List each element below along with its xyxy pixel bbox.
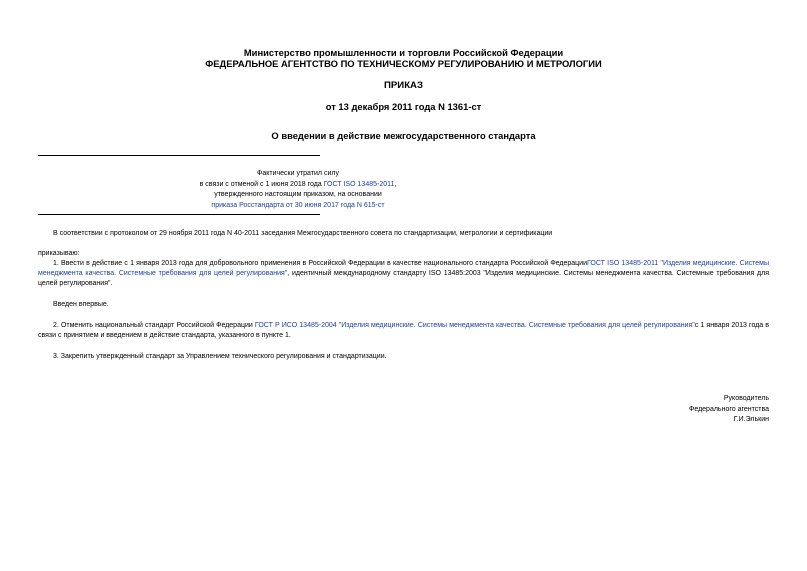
status-note-line4 <box>38 201 558 212</box>
divider-bottom <box>38 214 320 215</box>
order-word: приказываю: <box>38 250 80 257</box>
signature-name: Г.И.Элькин <box>733 416 769 423</box>
item-1-note: Введен впервые. <box>53 301 109 308</box>
item-1-text: 1. Ввести в действие с 1 января 2013 года для добровольного применения в Российской Федерации в качестве национального стандарта Российской Федерации <box>53 260 587 267</box>
status-note-line3: утвержденного настоящим приказом, на основании <box>214 191 382 198</box>
item-2-paragraph <box>38 321 769 341</box>
signature-title2: Федерального агентства <box>689 406 769 413</box>
signature-title1: Руководитель <box>723 395 769 402</box>
doc-type-heading: ПРИКАЗ <box>384 80 423 91</box>
item-1-text-end: , идентичный международному стандарту ISO 13485:2003 "Изделия медицинские. Системы менеджмента качества. Системные требования для целей регулирования". <box>38 270 769 287</box>
status-note-line2 <box>38 180 558 191</box>
divider-top <box>38 155 320 156</box>
doc-date-number: от 13 декабря 2011 года N 1361-ст <box>325 101 482 112</box>
item-2-text: 2. Отменить национальный стандарт Российской Федерации <box>53 322 255 329</box>
ministry-title: Министерство промышленности и торговли Российской Федерации <box>243 47 564 58</box>
preamble-paragraph: В соответствии с протоколом от 29 ноября 2011 года N 40-2011 заседания Межгосударственного совета по стандартизации, метрологии и сертификации <box>53 230 553 237</box>
gost-iso-13485-2011-link[interactable]: ГОСТ ISO 13485-2011 "Изделия медицинские. Системы менеджмента качества. Системные требования для целей регулирования" <box>38 260 769 277</box>
status-note-text: в связи с отменой с 1 июня 2018 года <box>199 181 324 188</box>
status-note-line1: Фактически утратил силу <box>257 170 339 177</box>
rosstandart-order-link[interactable]: приказа Росстандарта от 30 июня 2017 года N 615-ст <box>211 202 385 209</box>
agency-title: ФЕДЕРАЛЬНОЕ АГЕНТСТВО ПО ТЕХНИЧЕСКОМУ РЕГУЛИРОВАНИЮ И МЕТРОЛОГИИ <box>205 58 602 69</box>
doc-subject: О введении в действие межгосударственного стандарта <box>271 130 536 141</box>
status-note-comma: , <box>394 181 397 188</box>
item-1-paragraph <box>38 259 769 289</box>
gost-r-iso-13485-2004-link[interactable]: ГОСТ Р ИСО 13485-2004 "Изделия медицинские. Системы менеджмента качества. Системные требования для целей регулирования" <box>254 322 695 329</box>
gost-iso-link[interactable]: ГОСТ ISO 13485-2011 <box>323 181 395 188</box>
item-3-paragraph: 3. Закрепить утвержденный стандарт за Управлением технического регулирования и стандартизации. <box>53 353 387 360</box>
item-2-text-end: с 1 января 2013 года в связи с принятием и введением в действие стандарта, указанного в пункте 1. <box>38 322 770 339</box>
